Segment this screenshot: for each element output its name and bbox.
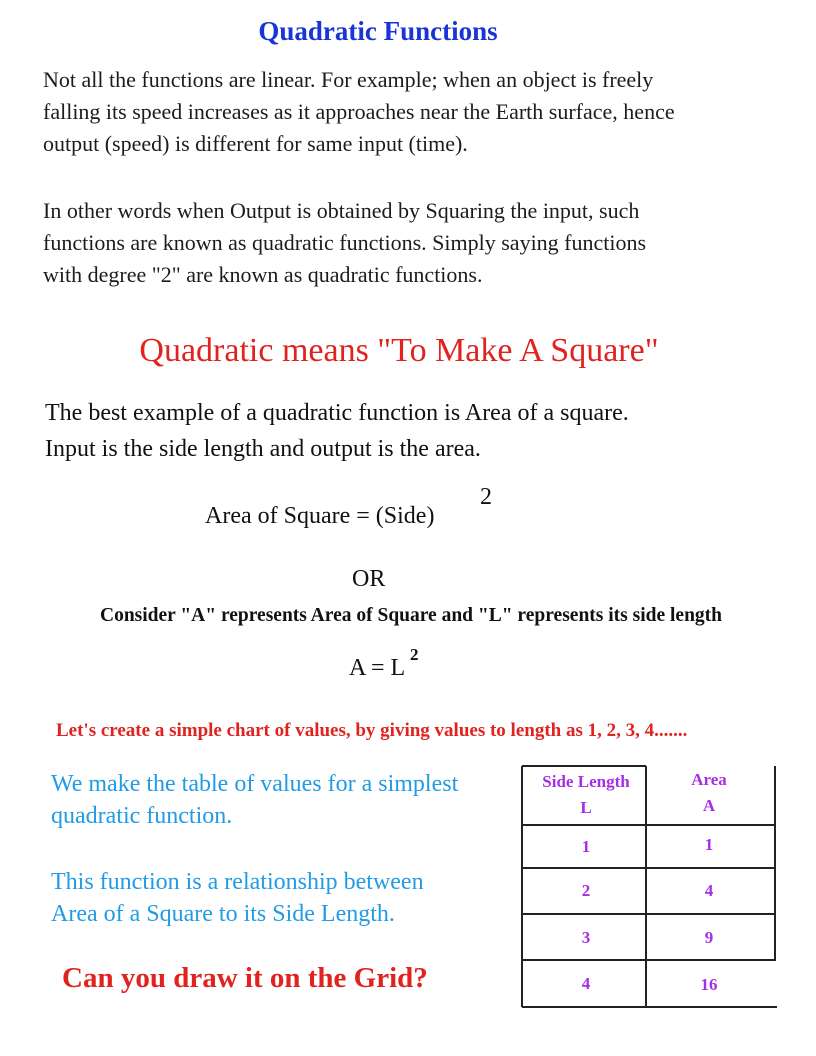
text-line: functions are known as quadratic functions. Simply saying functions bbox=[43, 230, 647, 255]
variable-definition: Consider "A" represents Area of Square and "L" represents its side length bbox=[99, 605, 723, 626]
text-line: The best example of a quadratic function is Area of a square. bbox=[45, 400, 629, 426]
instruction-text: Let's create a simple chart of values, by giving values to length as 1, 2, 3, 4....... bbox=[56, 720, 688, 741]
text-line: Input is the side length and output is the area. bbox=[45, 436, 481, 462]
table-cell-area: 16 bbox=[700, 975, 718, 994]
text-line: output (speed) is different for same input (time). bbox=[43, 131, 468, 156]
page-title: Quadratic Functions bbox=[258, 16, 498, 46]
symbolic-formula: A = L bbox=[349, 655, 406, 681]
table-cell-length: 3 bbox=[581, 928, 591, 947]
header-area bbox=[648, 767, 770, 819]
header-label: Side Length bbox=[542, 772, 630, 791]
table-cell-area: 4 bbox=[704, 881, 714, 900]
symbolic-formula-exponent: 2 bbox=[410, 645, 419, 664]
text-line: This function is a relationship between bbox=[51, 869, 424, 895]
text-line: falling its speed increases as it approaches near the Earth surface, hence bbox=[43, 99, 675, 124]
table-note-paragraph-1 bbox=[51, 768, 458, 832]
or-separator: OR bbox=[352, 566, 386, 592]
header-symbol: L bbox=[580, 798, 592, 817]
text-line: quadratic function. bbox=[51, 803, 233, 829]
header-label: Area bbox=[691, 770, 727, 789]
table-cell-length: 2 bbox=[581, 881, 591, 900]
table-cell-length: 1 bbox=[581, 837, 591, 856]
section-heading: Quadratic means "To Make A Square" bbox=[139, 332, 659, 369]
text-line: We make the table of values for a simplest bbox=[51, 771, 459, 797]
table-cell-area: 1 bbox=[704, 835, 714, 854]
text-line: Area of a Square to its Side Length. bbox=[51, 901, 395, 927]
table-cell-area: 9 bbox=[704, 928, 714, 947]
grid-question: Can you draw it on the Grid? bbox=[62, 962, 428, 994]
header-symbol: A bbox=[702, 796, 716, 815]
text-line: with degree "2" are known as quadratic functions. bbox=[43, 262, 483, 287]
intro-paragraph-2 bbox=[43, 195, 646, 291]
table-note-paragraph-2 bbox=[51, 866, 424, 930]
area-formula-exponent: 2 bbox=[480, 484, 492, 510]
table-cell-length: 4 bbox=[581, 974, 591, 993]
example-paragraph bbox=[45, 395, 629, 467]
text-line: Not all the functions are linear. For example; when an object is freely bbox=[43, 67, 654, 92]
header-side-length bbox=[526, 769, 646, 821]
area-formula: Area of Square = (Side) bbox=[205, 503, 435, 529]
text-line: In other words when Output is obtained by Squaring the input, such bbox=[43, 198, 640, 223]
intro-paragraph-1 bbox=[43, 64, 675, 160]
